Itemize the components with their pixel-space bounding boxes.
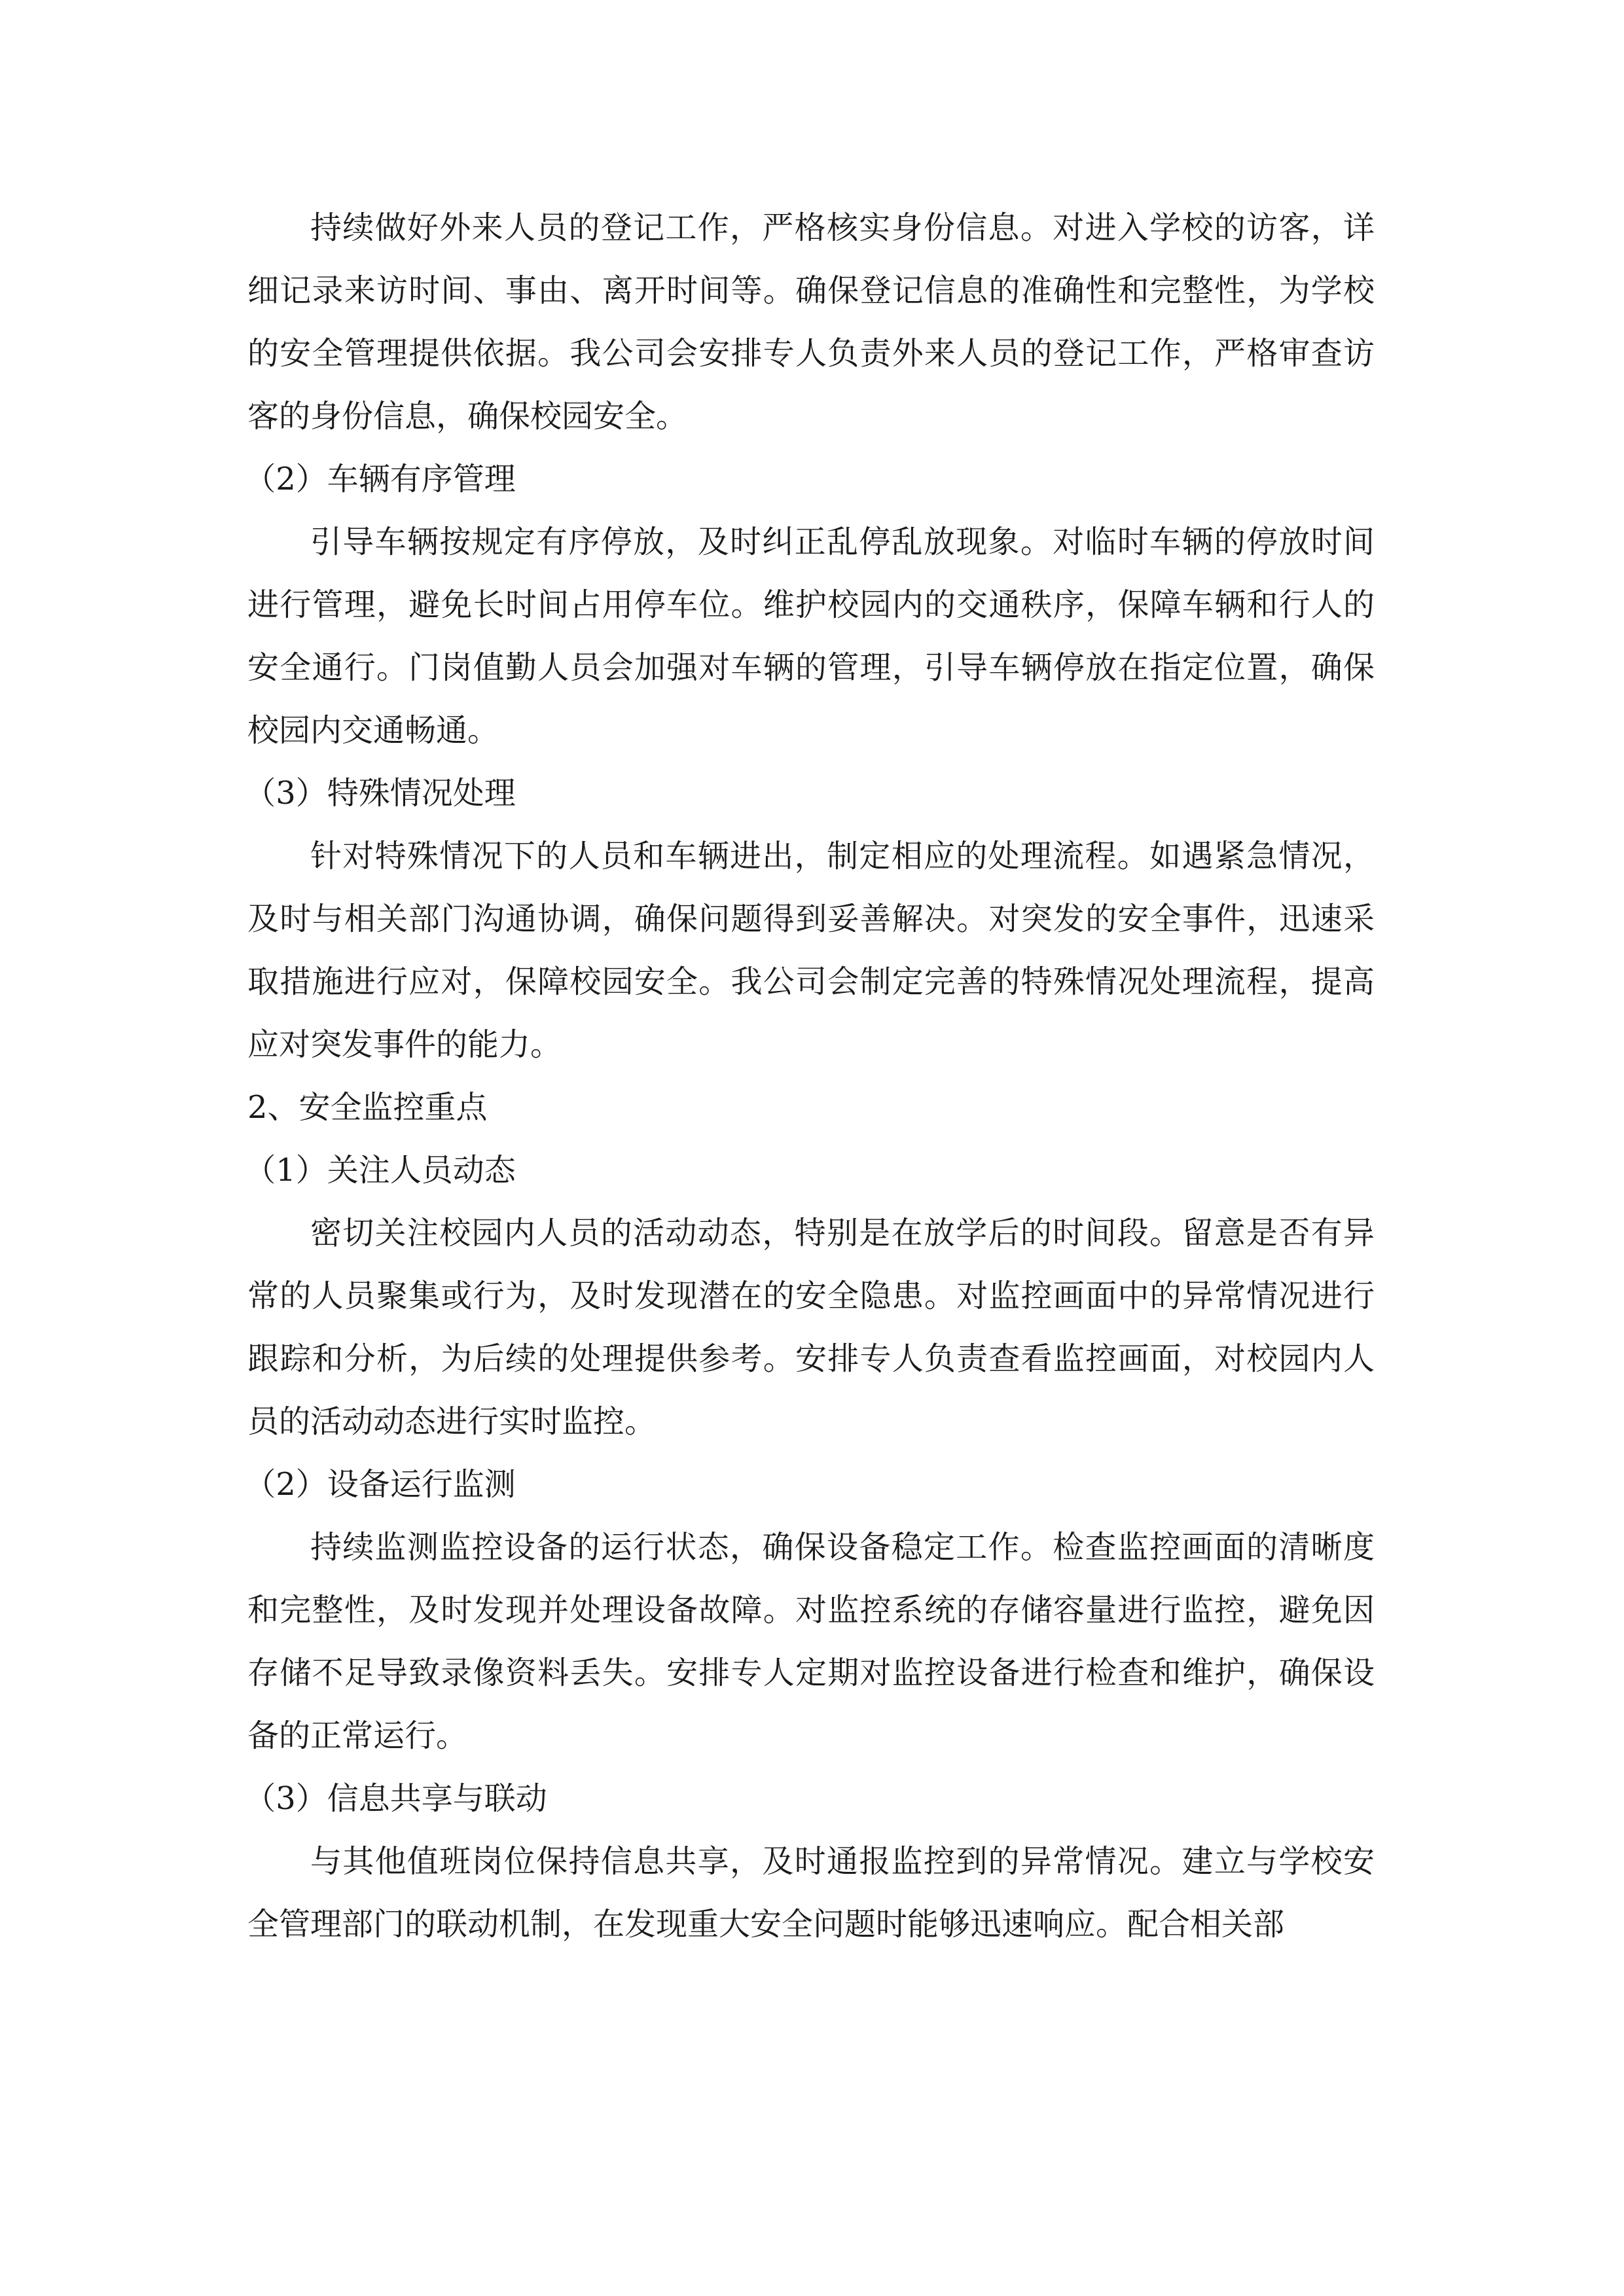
subheading-vehicle-management: （2）车辆有序管理	[244, 461, 516, 497]
subheading-personnel-dynamics: （1）关注人员动态	[244, 1152, 516, 1189]
paragraph-information-sharing: 与其他值班岗位保持信息共享，及时通报监控到的异常情况。建立与学校安全管理部门的联动机制，在发现重大安全问题时能够迅速响应。配合相关部	[247, 1843, 1375, 1943]
paragraph-vehicle-management: 引导车辆按规定有序停放，及时纠正乱停乱放现象。对临时车辆的停放时间进行管理，避免长时间占用停车位。维护校园内的交通秩序，保障车辆和行人的安全通行。门岗值勤人员会加强对车辆的管理，引导车辆停放在指定位置，确保校园内交通畅通。	[247, 524, 1375, 749]
section-heading-monitoring: 2、安全监控重点	[247, 1089, 488, 1126]
subheading-special-situations: （3）特殊情况处理	[244, 775, 516, 812]
paragraph-special-situations: 针对特殊情况下的人员和车辆进出，制定相应的处理流程。如遇紧急情况，及时与相关部门沟通协调，确保问题得到妥善解决。对突发的安全事件，迅速采取措施进行应对，保障校园安全。我公司会制定完善的特殊情况处理流程，提高应对突发事件的能力。	[247, 838, 1375, 1063]
subheading-equipment-monitoring: （2）设备运行监测	[244, 1466, 516, 1503]
paragraph-visitor-registration: 持续做好外来人员的登记工作，严格核实身份信息。对进入学校的访客，详细记录来访时间、事由、离开时间等。确保登记信息的准确性和完整性，为学校的安全管理提供依据。我公司会安排专人负责外来人员的登记工作，严格审查访客的身份信息，确保校园安全。	[247, 209, 1375, 435]
subheading-information-sharing: （3）信息共享与联动	[244, 1780, 547, 1817]
document-body	[244, 196, 1375, 1956]
paragraph-personnel-dynamics: 密切关注校园内人员的活动动态，特别是在放学后的时间段。留意是否有异常的人员聚集或行为，及时发现潜在的安全隐患。对监控画面中的异常情况进行跟踪和分析，为后续的处理提供参考。安排专人负责查看监控画面，对校园内人员的活动动态进行实时监控。	[247, 1215, 1375, 1440]
paragraph-equipment-monitoring: 持续监测监控设备的运行状态，确保设备稳定工作。检查监控画面的清晰度和完整性，及时发现并处理设备故障。对监控系统的存储容量进行监控，避免因存储不足导致录像资料丢失。安排专人定期对监控设备进行检查和维护，确保设备的正常运行。	[247, 1529, 1375, 1754]
